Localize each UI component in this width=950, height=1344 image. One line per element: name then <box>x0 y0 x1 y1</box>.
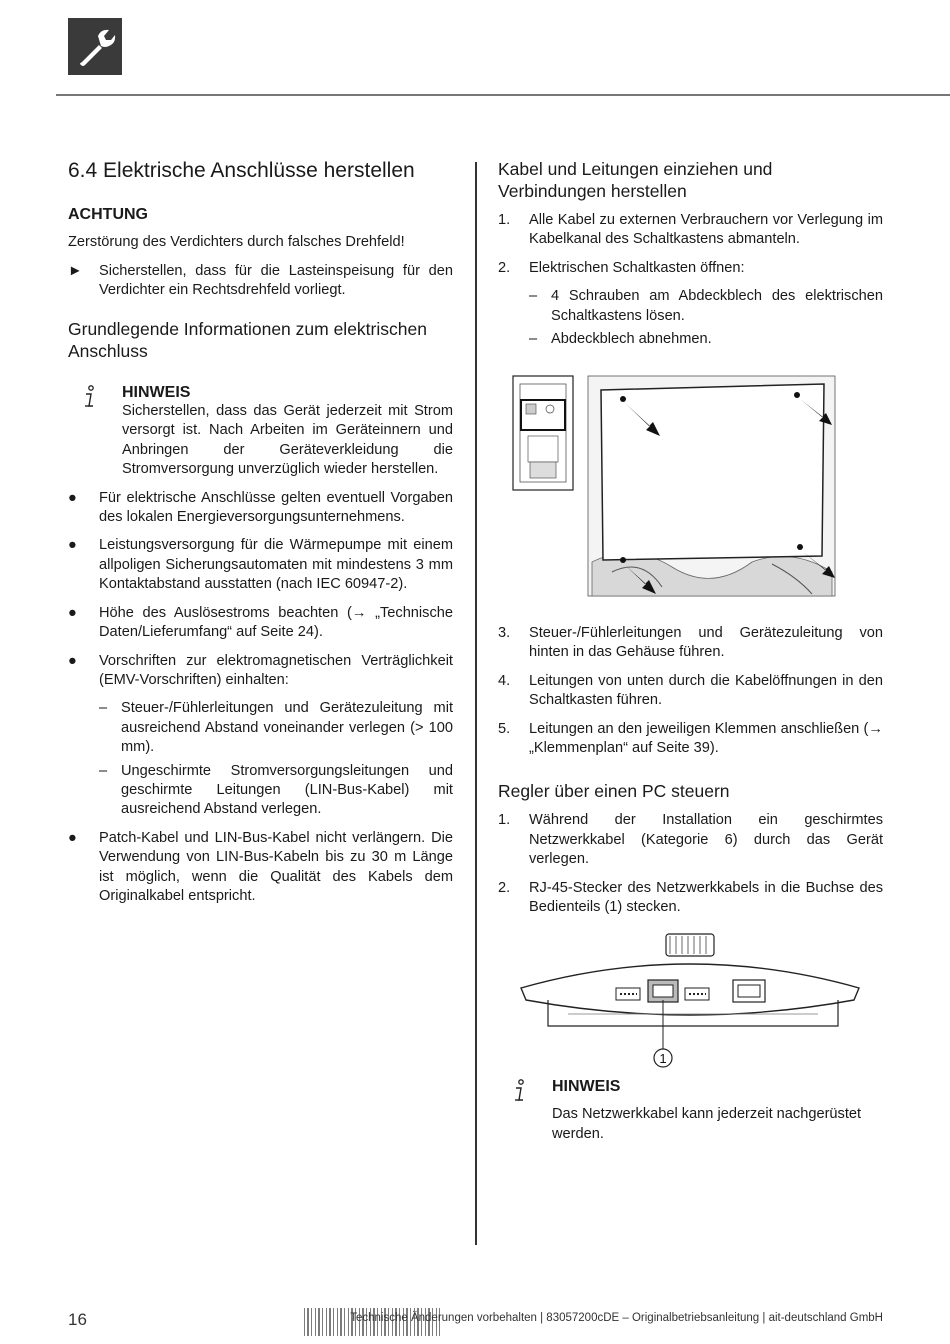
dash-icon: – <box>529 288 538 305</box>
info-icon <box>512 1079 526 1109</box>
bullet-icon: ● <box>68 829 77 846</box>
step-text: Während der Installation ein geschirmtes Netzwerkkabel (Kategorie 6) durch das Gerät verlegen. <box>529 812 883 868</box>
warning-action <box>68 262 453 301</box>
dash-icon: – <box>99 762 108 779</box>
section-title: 6.4 Elektrische Anschlüsse herstellen <box>68 159 415 182</box>
note-box-2 <box>498 1077 883 1144</box>
sub-item <box>529 330 883 349</box>
list-item-text: Patch-Kabel und LIN-Bus-Kabel nicht verlängern. Die Verwendung von LIN-Bus-Kabeln bis zu 30 m Länge ist möglich, wenn die Qualität des Kabels dem Originalkabel entspricht. <box>99 829 453 904</box>
right-column-lower <box>498 624 883 917</box>
list-item <box>68 604 453 643</box>
step-number: 3. <box>498 625 511 641</box>
list-item-text: Leistungsversorgung für die Wärmepumpe mit einem allpoligen Sicherungsautomaten mit mindestens 3 mm Kontaktabstand ausstatten (nach IEC 60947-2). <box>99 537 453 593</box>
step-text: Alle Kabel zu externen Verbrauchern vor Verlegung im Kabelkanal des Schaltkastens abmanteln. <box>529 212 883 248</box>
dash-icon: – <box>99 700 108 717</box>
right-column <box>498 158 883 357</box>
header-rule <box>56 94 950 96</box>
step-item <box>498 211 883 250</box>
callout-label: 1 <box>659 1051 667 1066</box>
cables-heading: Kabel und Leitungen einziehen und Verbindungen herstellen <box>498 159 773 201</box>
arrow-right-icon: ► <box>68 262 83 279</box>
wrench-icon-badge <box>68 18 122 75</box>
bullet-icon: ● <box>68 489 77 506</box>
control-unit-figure <box>518 930 862 1070</box>
page-number: 16 <box>68 1310 87 1329</box>
note-label: HINWEIS <box>552 1078 621 1095</box>
footer-text: Technische Änderungen vorbehalten | 83057200cDE – Originalbetriebsanleitung | ait-deutschland GmbH <box>350 1312 883 1324</box>
step-text: Leitungen an den jeweiligen Klemmen anschließen (→ „Klemmenplan“ auf Seite 39). <box>529 720 883 757</box>
sub-item-text: Ungeschirmte Stromversorgungsleitungen und geschirmte Leitungen (LIN-Bus-Kabel) mit ausreichend Abstand verlegen. <box>121 762 453 818</box>
sub-item <box>99 699 453 757</box>
sub-item <box>529 287 883 326</box>
step-item <box>498 672 883 711</box>
step-number: 2. <box>498 259 511 276</box>
bullet-icon: ● <box>68 604 77 621</box>
list-item-text: Vorschriften zur elektromagnetischen Verträglichkeit (EMV-Vorschriften) einhalten: <box>99 652 453 688</box>
warning-text: Zerstörung des Verdichters durch falsches Drehfeld! <box>68 234 405 251</box>
warning-action-text: Sicherstellen, dass für die Lasteinspeisung für den Verdichter ein Rechtsdrehfeld vorliegt. <box>99 262 453 299</box>
step-number: 1. <box>498 212 511 228</box>
list-item <box>68 652 453 820</box>
switch-box-figure <box>512 372 837 598</box>
step-text: Leitungen von unten durch die Kabelöffnungen in den Schaltkasten führen. <box>529 672 883 709</box>
bullet-icon: ● <box>68 537 77 554</box>
step-item <box>498 879 883 918</box>
page-footer <box>68 1306 883 1336</box>
pc-heading: Regler über einen PC steuern <box>498 781 730 802</box>
left-column <box>68 158 453 906</box>
sub-item-text: 4 Schrauben am Abdeckblech des elektrischen Schaltkastens lösen. <box>551 288 883 324</box>
step-item <box>498 720 883 759</box>
list-item-text: Für elektrische Anschlüsse gelten eventuell Vorgaben des lokalen Energieversorgungsunternehmens. <box>99 489 453 526</box>
info-icon <box>82 385 96 415</box>
warning-label: ACHTUNG <box>68 206 148 223</box>
list-item <box>68 536 453 594</box>
list-item <box>68 489 453 528</box>
step-item <box>498 259 883 350</box>
step-number: 2. <box>498 879 511 896</box>
basics-heading: Grundlegende Informationen zum elektrischen Anschluss <box>68 318 427 361</box>
dash-icon: – <box>529 331 538 348</box>
column-divider <box>475 162 477 1245</box>
step-number: 1. <box>498 812 511 829</box>
note-text: Das Netzwerkkabel kann jederzeit nachgerüstet werden. <box>552 1106 862 1142</box>
list-item <box>68 829 453 907</box>
note-label: HINWEIS <box>122 383 191 401</box>
step-text: Elektrischen Schaltkasten öffnen: <box>529 259 745 276</box>
step-text: RJ-45-Stecker des Netzwerkkabels in die Buchse des Bedienteils (1) stecken. <box>529 879 883 916</box>
list-item-text: Höhe des Auslösestroms beachten (→ „Technische Daten/Lieferumfang“ auf Seite 24). <box>99 604 453 641</box>
sub-item-text: Steuer-/Fühlerleitungen und Gerätezuleitung mit ausreichend Abstand voneinander verlegen (> 100 mm). <box>121 700 453 756</box>
step-number: 4. <box>498 672 511 689</box>
note-text: Sicherstellen, dass das Gerät jederzeit mit Strom versorgt ist. Nach Arbeiten im Geräteinnern und Anbringen der Geräteverkleidung die Stromversorgung unverzüglich wieder herstellen. <box>122 403 453 478</box>
step-item <box>498 624 883 663</box>
step-item <box>498 811 883 869</box>
step-text: Steuer-/Fühlerleitungen und Gerätezuleitung von hinten in das Gehäuse führen. <box>529 625 883 661</box>
sub-item <box>99 762 453 820</box>
wrench-icon <box>68 18 122 75</box>
note-box <box>68 383 453 480</box>
step-number: 5. <box>498 720 511 737</box>
bullet-icon: ● <box>68 652 77 669</box>
sub-item-text: Abdeckblech abnehmen. <box>551 331 712 348</box>
